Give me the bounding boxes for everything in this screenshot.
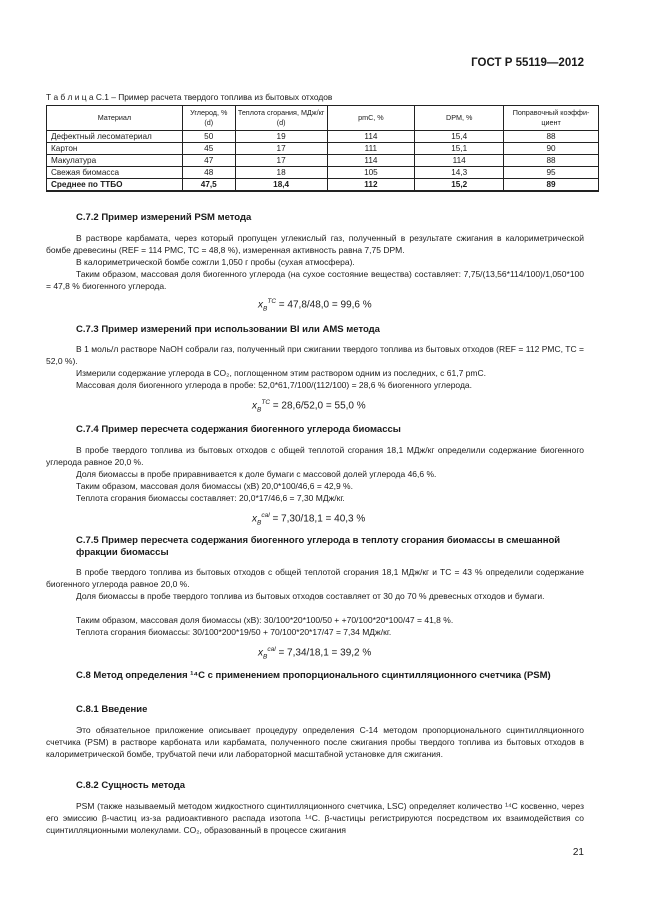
column-header: Материал — [47, 106, 183, 131]
paragraph: Массовая доля биогенного углерода в пробе: 52,0*61,7/100/(112/100) = 28,6 % биогенного углерода. — [76, 380, 473, 390]
paragraph: Доля биомассы в пробе приравнивается к доле бумаги с массовой долей углерода 46,6 %. — [76, 469, 437, 479]
table-row — [47, 143, 599, 155]
paragraph: PSM (также называемый методом жидкостного сцинтилляционного счетчика, LSC) определяет количество ¹⁴С косвенно, через его эмиссию β-частиц из-за радиоактивного распада изотопа ¹⁴С. β-частицы регистрируются посредством их взаимодействия со сцинтилляционными молекулами. CO₂, образованный в процессе сжигания — [46, 801, 584, 835]
table-cell: 47 — [182, 155, 235, 167]
table-cell: 111 — [327, 143, 415, 155]
table-cell: Макулатура — [47, 155, 183, 167]
table-cell: 18 — [235, 167, 327, 179]
table-row — [47, 155, 599, 167]
column-header: Теплота сгорания, МДж/кг (d) — [235, 106, 327, 131]
paragraph: Теплота сгорания биомассы: 30/100*200*19/50 + 70/100*20*17/47 = 7,34 МДж/кг. — [76, 627, 392, 637]
table-cell: 14,3 — [415, 167, 504, 179]
section-heading-c82: С.8.2 Сущность метода — [76, 780, 186, 791]
paragraph: Измерили содержание углерода в CO₂, поглощенном этим раствором одним из последних, с 61,7 pmC. — [76, 368, 486, 378]
table-cell: 18,4 — [235, 179, 327, 192]
section-heading-c72: С.7.2 Пример измерений PSM метода — [76, 212, 252, 223]
table-row — [47, 167, 599, 179]
table-cell: 45 — [182, 143, 235, 155]
page-number: 21 — [572, 847, 584, 858]
document-header: ГОСТ Р 55119—2012 — [471, 57, 584, 69]
equation: $x_B^{TC} = 28,6/52,0 = 55,0$ % — [252, 399, 366, 414]
table-cell: 88 — [504, 155, 599, 167]
section-heading-c75: С.7.5 Пример пересчета содержания биогенного углерода в теплоту сгорания биомассы в смешанной фракции биомассы — [76, 535, 561, 558]
table-cell: Картон — [47, 143, 183, 155]
table-cell: 114 — [327, 155, 415, 167]
column-header: Поправочный коэффи-циент — [504, 106, 599, 131]
column-header: pmC, % — [327, 106, 415, 131]
table-cell: 15,2 — [415, 179, 504, 192]
table-cell: Свежая биомасса — [47, 167, 183, 179]
table-cell: 95 — [504, 167, 599, 179]
table-cell: 90 — [504, 143, 599, 155]
paragraph: Теплота сгорания биомассы составляет: 20,0*17/46,6 = 7,30 МДж/кг. — [76, 493, 345, 503]
table-cell: 114 — [327, 131, 415, 143]
table-cell: 19 — [235, 131, 327, 143]
table-cell: 89 — [504, 179, 599, 192]
equation: $x_B^{cal} = 7,30/18,1 = 40,3$ % — [252, 512, 366, 527]
equation: $x_B^{cal} = 7,34/18,1 = 39,2$ % — [258, 646, 372, 661]
paragraph: Таким образом, массовая доля биомассы (xB) 20,0*100/46,6 = 42,9 %. — [76, 481, 353, 491]
table-cell: 48 — [182, 167, 235, 179]
paragraph: Доля биомассы в пробе твердого топлива из бытовых отходов составляет от 30 до 70 % древесных отходов и бумаги. — [76, 591, 545, 601]
table-row — [47, 131, 599, 143]
section-heading-c73: С.7.3 Пример измерений при использовании BI или AMS метода — [76, 324, 380, 335]
table-cell: 50 — [182, 131, 235, 143]
table-total-row — [47, 179, 599, 192]
paragraph: Таким образом, массовая доля биогенного углерода (на сухое состояние вещества) составляет: 7,75/(13,56*114/100)/1,050*100 = 47,8 % биогенного углерода. — [46, 269, 584, 291]
table-cell: 15,1 — [415, 143, 504, 155]
paragraph: Таким образом, массовая доля биомассы (xB): 30/100*20*100/50 + +70/100*20*100/47 = 41,8 %. — [76, 615, 454, 625]
table-cell: 15,4 — [415, 131, 504, 143]
table-header-row — [47, 106, 599, 131]
data-table — [46, 105, 599, 192]
column-header: DPM, % — [415, 106, 504, 131]
paragraph: В калориметрической бомбе сожгли 1,050 г пробы (сухая атмосфера). — [76, 257, 355, 267]
section-heading-c8: С.8 Метод определения ¹⁴С с применением пропорционального сцинтилляционного счетчика (PSM) — [76, 670, 551, 681]
table-cell: 105 — [327, 167, 415, 179]
paragraph: В растворе карбамата, через который пропущен углекислый газ, полученный в результате сжигания в калориметрической бомбе древесины (REF = 114 PMC, TC = 48,8 %), измеренная активность равна 7,75 DPM. — [46, 233, 584, 255]
section-heading-c74: С.7.4 Пример пересчета содержания биогенного углерода биомассы — [76, 424, 401, 435]
table-cell: 17 — [235, 155, 327, 167]
table-cell: 17 — [235, 143, 327, 155]
table-caption: Т а б л и ц а С.1 – Пример расчета твердого топлива из бытовых отходов — [46, 92, 333, 102]
paragraph: Это обязательное приложение описывает процедуру определения С-14 методом пропорционального сцинтилляционного счетчика (PSM) в растворе карбоната или карбамата, полученного после сжигания пробы твердого топлива из бытовых отходов в калориметрической бомбе, трубчатой печи или лабораторной масштабной установке для сжигания. — [46, 725, 584, 759]
table-cell: 88 — [504, 131, 599, 143]
paragraph: В пробе твердого топлива из бытовых отходов с общей теплотой сгорания 18,1 МДж/кг определили содержание биогенного углерода равное 20,0 %. — [46, 445, 584, 467]
paragraph: В пробе твердого топлива из бытовых отходов с общей теплотой сгорания 18,1 МДж/кг и TC = 43 % определили содержание биогенного углерода равное 20,0 %. — [46, 567, 584, 589]
table-cell: 114 — [415, 155, 504, 167]
table-cell: 47,5 — [182, 179, 235, 192]
section-heading-c81: С.8.1 Введение — [76, 704, 148, 715]
column-header: Углерод, % (d) — [182, 106, 235, 131]
equation: $x_B^{TC} = 47,8/48,0 = 99,6$ % — [258, 298, 372, 313]
table-cell: 112 — [327, 179, 415, 192]
paragraph: В 1 моль/л растворе NaOH собрали газ, полученный при сжигании твердого топлива из бытовых отходов (REF = 112 PMC, TC = 52,0 %). — [46, 344, 584, 366]
table-cell: Среднее по ТТБО — [47, 179, 183, 192]
table-cell: Дефектный лесоматериал — [47, 131, 183, 143]
